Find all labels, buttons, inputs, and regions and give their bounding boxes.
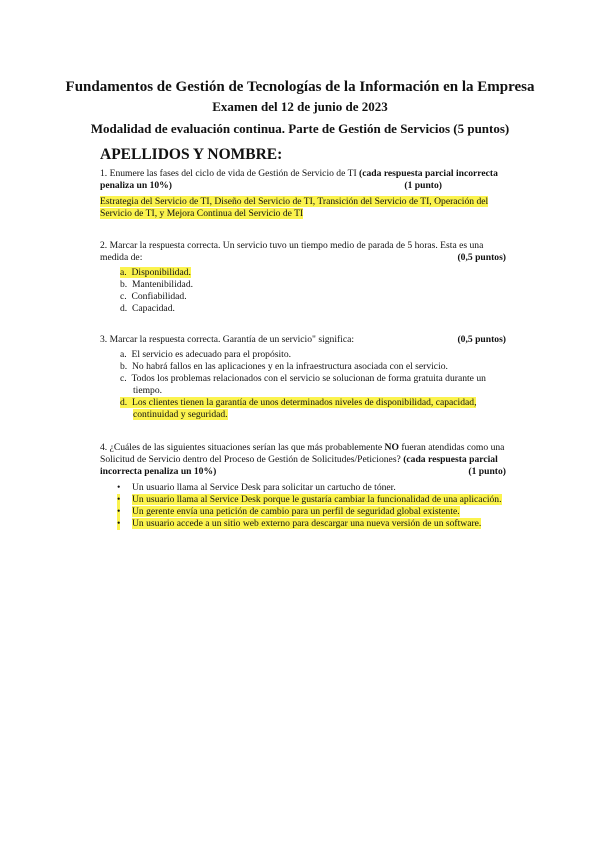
q2-option-d xyxy=(100,303,506,315)
q1-note: (cada respuesta parcial incorrecta xyxy=(359,168,498,179)
course-title: Fundamentos de Gestión de Tecnologías de la Información en la Empresa xyxy=(65,79,535,95)
q4-text-emphasis: NO xyxy=(384,442,399,453)
q3-points: (0,5 puntos) xyxy=(457,334,506,345)
q2-text-line2: medida de: xyxy=(100,252,143,263)
q4-bullet-4 xyxy=(100,518,506,530)
q3-option-c-text: Todos los problemas relacionados con el servicio se solucionan de forma gratuita durante un tiempo. xyxy=(131,373,486,396)
q4-bullet-2-text: Un usuario llama al Service Desk porque le gustaría cambiar la funcionalidad de una aplicación. xyxy=(132,494,502,505)
q3-option-b-text: No habrá fallos en las aplicaciones y en la infraestructura asociada con el servicio. xyxy=(132,361,448,372)
q2-option-b-text: Mantenibilidad. xyxy=(132,279,194,290)
q3-option-d xyxy=(100,397,506,421)
q4-text-part1: 4. ¿Cuáles de las siguientes situaciones serían las que más probablemente xyxy=(100,442,385,453)
q3-option-c xyxy=(100,373,506,397)
q4-text-line2: Solicitud de Servicio dentro del Proceso de Gestión de Solicitudes/Peticiones? xyxy=(100,454,404,465)
q4-bullet-3-text: Un gerente envía una petición de cambio para un perfil de seguridad global existente. xyxy=(132,506,460,517)
q3-option-d-label: d. xyxy=(120,397,128,408)
q2-option-c xyxy=(100,291,506,303)
q3-option-b-label: b. xyxy=(120,361,128,372)
q4-text-part2: fueran atendidas como una xyxy=(398,442,505,453)
q3-option-a-label: a. xyxy=(120,349,127,360)
q1-text: 1. Enumere las fases del ciclo de vida de Gestión de Servicio de TI xyxy=(100,168,360,179)
q4-bullet-4-text: Un usuario accede a un sitio web externo para descargar una nueva versión de un software. xyxy=(132,518,482,529)
q4-bullet-1 xyxy=(100,482,506,494)
q4-bullet-2 xyxy=(100,494,506,506)
q1-answer-line2: Servicio de TI, y Mejora Continua del Servicio de TI xyxy=(100,208,304,219)
q3-option-a xyxy=(100,349,506,361)
question-2 xyxy=(100,240,506,315)
bullet-icon: • xyxy=(117,482,121,493)
q4-note: (cada respuesta parcial xyxy=(403,454,498,465)
q3-option-c-label: c. xyxy=(120,373,127,384)
q2-option-b xyxy=(100,279,506,291)
q1-points: (1 punto) xyxy=(404,180,442,191)
bullet-icon: • xyxy=(117,518,121,529)
q4-note-cont: incorrecta penaliza un 10%) xyxy=(100,466,217,477)
q2-option-c-text: Confiabilidad. xyxy=(131,291,187,302)
bullet-icon: • xyxy=(117,506,121,517)
q2-option-a xyxy=(100,267,506,279)
q1-note-cont: penaliza un 10%) xyxy=(100,180,172,191)
q4-points: (1 punto) xyxy=(468,466,506,477)
q2-option-d-text: Capacidad. xyxy=(132,303,175,314)
q2-option-a-text: Disponibilidad. xyxy=(131,267,191,278)
question-1 xyxy=(100,168,506,220)
q2-option-b-label: b. xyxy=(120,279,128,290)
q3-option-b xyxy=(100,361,506,373)
name-field-label: APELLIDOS Y NOMBRE: xyxy=(100,146,283,163)
q2-points: (0,5 puntos) xyxy=(457,252,506,263)
exam-date: Examen del 12 de junio de 2023 xyxy=(212,99,388,114)
q3-option-a-text: El servicio es adecuado para el propósito. xyxy=(131,349,292,360)
q2-option-c-label: c. xyxy=(120,291,127,302)
q2-text-line1: 2. Marcar la respuesta correcta. Un servicio tuvo un tiempo medio de parada de 5 horas. Esta es una xyxy=(100,240,484,251)
bullet-icon: • xyxy=(117,494,121,505)
q2-option-d-label: d. xyxy=(120,303,128,314)
q3-text: 3. Marcar la respuesta correcta. Garantía de un servicio" significa: xyxy=(100,334,355,345)
exam-modality: Modalidad de evaluación continua. Parte de Gestión de Servicios (5 puntos) xyxy=(90,121,510,136)
q4-bullet-3 xyxy=(100,506,506,518)
q1-answer-line1: Estrategia del Servicio de TI, Diseño del Servicio de TI, Transición del Servicio de TI, Operación del xyxy=(100,196,489,207)
question-3 xyxy=(100,334,506,421)
q4-bullet-1-text: Un usuario llama al Service Desk para solicitar un cartucho de tóner. xyxy=(132,482,396,493)
q3-option-d-text: Los clientes tienen la garantía de unos determinados niveles de disponibilidad, capacidad, continuidad y seguridad. xyxy=(132,397,477,420)
q2-option-a-label: a. xyxy=(120,267,127,278)
question-4 xyxy=(100,442,506,530)
